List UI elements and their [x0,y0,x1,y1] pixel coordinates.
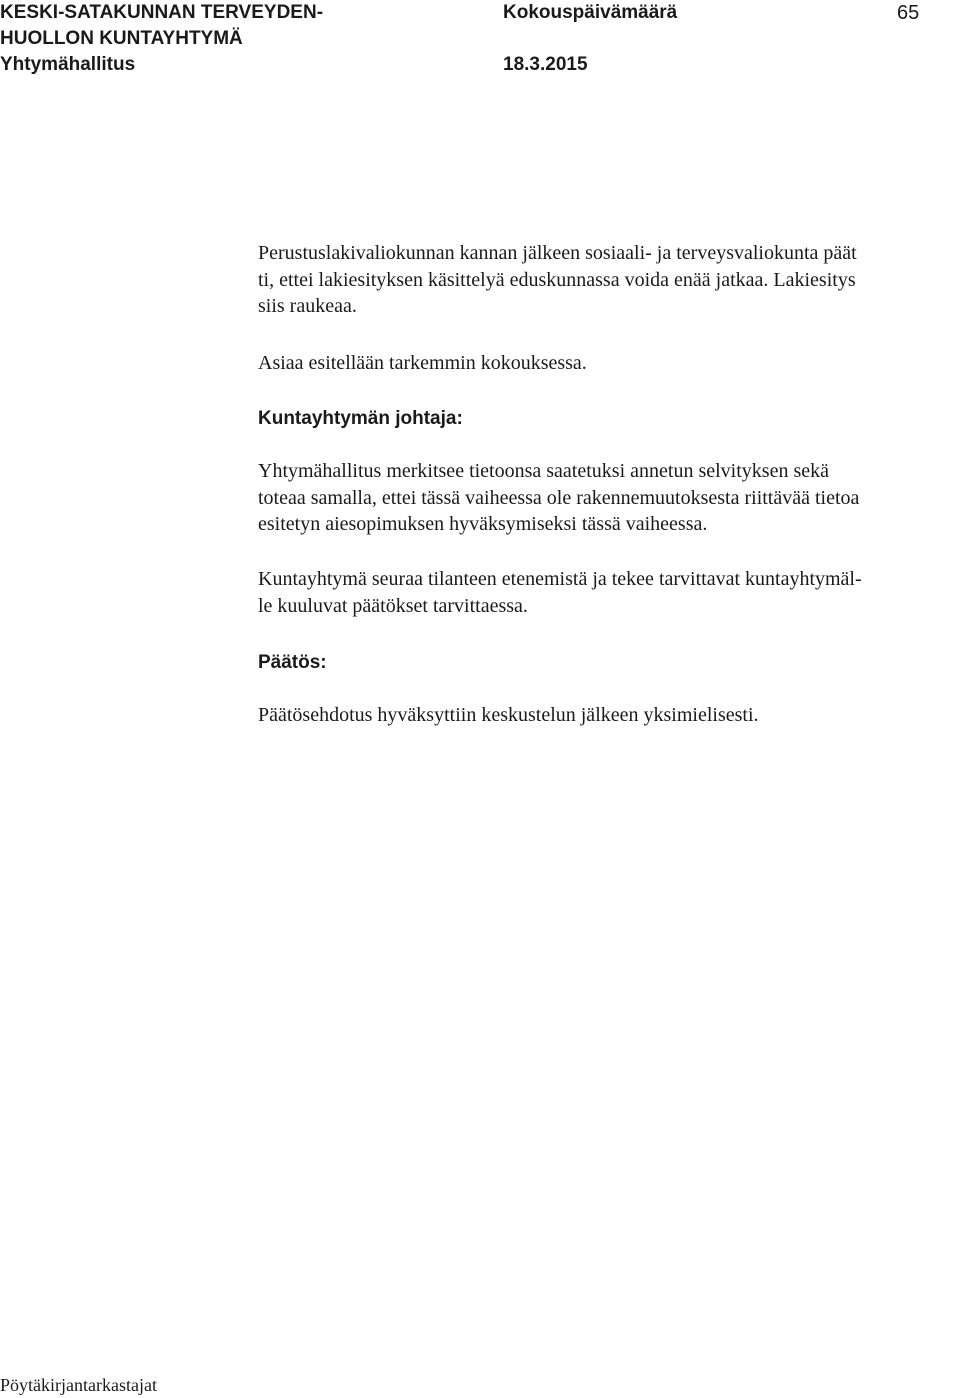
meeting-date-value: 18.3.2015 [503,54,588,75]
paragraph-decision [258,702,958,729]
paragraph-follow-up [258,566,958,619]
paragraph-line: siis raukeaa. [258,295,357,317]
paragraph-line: ti, ettei lakiesityksen käsittelyä eduskunnassa voida enää jatkaa. Lakiesitys [258,268,856,291]
paragraph-line: Päätösehdotus hyväksyttiin keskustelun jälkeen yksimielisesti. [258,704,759,726]
paragraph-line: le kuuluvat päätökset tarvittaessa. [258,594,528,617]
paragraph-line: Perustuslakivaliokunnan kannan jälkeen sosiaali- ja terveysvaliokunta päät [258,242,857,264]
paragraph-line: toteaa samalla, ettei tässä vaiheessa ole rakennemuutoksesta riittävää tietoa [258,486,860,509]
footer-minutes-reviewers-label: Pöytäkirjantarkastajat [0,1375,157,1395]
paragraph-line: Asiaa esitellään tarkemmin kokouksessa. [258,352,587,374]
paragraph-line: esitetyn aiesopimuksen hyväksymiseksi tässä vaiheessa. [258,513,708,535]
paragraph-law-proposal [258,240,958,320]
page-number: 65 [897,2,920,24]
meeting-date-label: Kokouspäivämäärä [503,2,678,23]
governing-body-name: Yhtymähallitus [0,54,136,75]
organization-name-line1: KESKI-SATAKUNNAN TERVEYDEN- [0,2,324,23]
paragraph-line: Yhtymähallitus merkitsee tietoonsa saatetuksi annetun selvityksen sekä [258,460,829,482]
paragraph-presentation-note [258,350,958,377]
paragraph-board-statement [258,458,958,538]
proposal-heading: Kuntayhtymän johtaja: [258,408,463,429]
organization-name-line2: HUOLLON KUNTAYHTYMÄ [0,28,243,49]
decision-heading: Päätös: [258,652,327,673]
paragraph-line: Kuntayhtymä seuraa tilanteen etenemistä ja tekee tarvittavat kuntayhtymäl- [258,568,862,590]
